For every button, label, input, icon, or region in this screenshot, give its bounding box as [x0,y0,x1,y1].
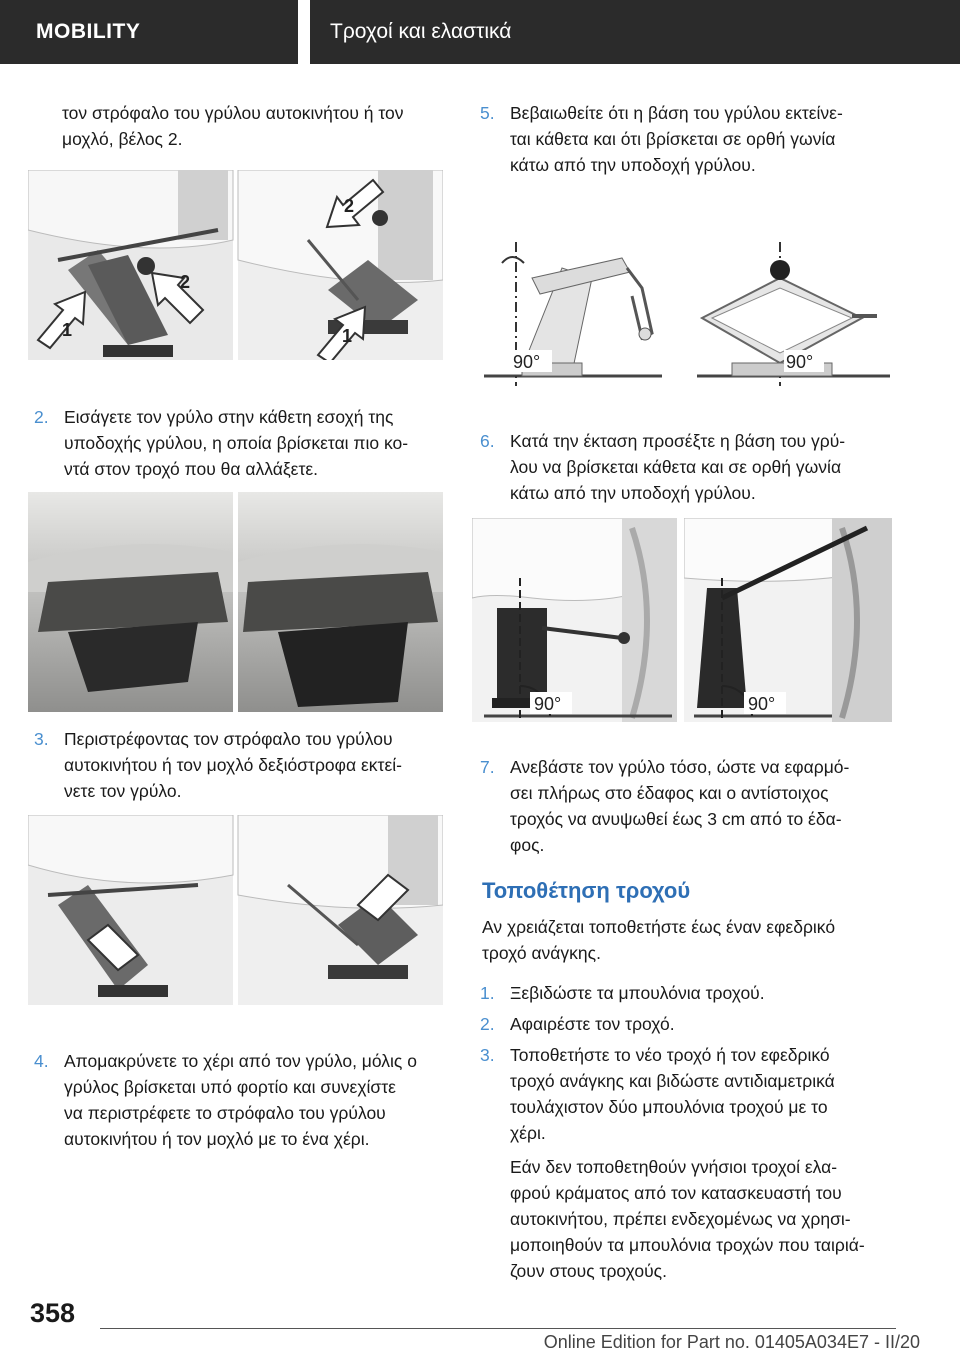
text-line: τον στρόφαλο του γρύλου αυτοκινήτου ή τον [62,103,404,123]
left-intro [62,100,442,152]
arrow-label-1b: 1 [342,326,353,346]
step-number: 2. [480,1014,495,1034]
step-number: 3. [34,729,49,749]
text-line: Απομακρύνετε το χέρι από τον γρύλο, μόλις ο [64,1051,417,1071]
text-line: ζουν στους τροχούς. [510,1261,667,1281]
figure-jack-under-car [472,518,892,722]
page-header [0,0,960,64]
text-line: Αφαιρέστε τον τροχό. [510,1014,675,1034]
footer-divider [100,1328,896,1329]
section-title: Τοποθέτηση τροχού [482,878,691,903]
text-line: μοποιηθούν τα μπουλόνια τροχών που ταιριά- [510,1235,865,1255]
text-line: Εισάγετε τον γρύλο στην κάθετη εσοχή της [64,407,394,427]
chapter-title: Τροχοί και ελαστικά [310,0,960,64]
text-line: φος. [510,835,545,855]
angle-label-photo-left: 90° [534,694,562,714]
section-intro [482,914,902,966]
figure-jack-pad-photos [28,492,443,712]
text-line: Εάν δεν τοποθετηθούν γνήσιοι τροχοί ελα- [510,1157,838,1177]
step-number: 6. [480,431,495,451]
text-line: Αν χρειάζεται τοποθετήστε έως έναν εφεδρικό [482,917,836,937]
edition-footer: Online Edition for Part no. 01405A034E7 - II/20 [543,1332,920,1352]
arrow-label-2: 2 [180,272,191,292]
figure-jack-crank [28,815,443,1005]
step-number: 2. [34,407,49,427]
text-line: ται κάθετα και ότι βρίσκεται σε ορθή γωνία [510,129,836,149]
text-line: τουλάχιστον δύο μπουλόνια τροχού με το [510,1097,828,1117]
text-line: κάτω από την υποδοχή γρύλου. [510,483,756,503]
text-line: μοχλό, βέλος 2. [62,129,183,149]
text-line: τροχός να ανυψωθεί έως 3 cm από το έδα- [510,809,842,829]
text-line: νετε τον γρύλο. [64,781,182,801]
arrow-label-2b: 2 [344,196,355,216]
text-line: Τοποθετήστε το νέο τροχό ή τον εφεδρικό [510,1045,830,1065]
text-line: σει πλήρως στο έδαφος και ο αντίστοιχος [510,783,829,803]
text-line: Περιστρέφοντας τον στρόφαλο του γρύλου [64,729,393,749]
note-paragraph [510,1154,900,1284]
text-line: γρύλος βρίσκεται υπό φορτίο και συνεχίστε [64,1077,396,1097]
step-number: 1. [480,983,495,1003]
step-number: 5. [480,103,495,123]
text-line: υποδοχής γρύλου, η οποία βρίσκεται πιο κο- [64,433,409,453]
text-line: αυτοκινήτου ή τον μοχλό δεξιόστροφα εκτεί- [64,755,402,775]
section-label: MOBILITY [0,0,298,64]
figure-jack-90-diagram [482,238,892,388]
text-line: αυτοκινήτου ή τον μοχλό με το ένα χέρι. [64,1129,370,1149]
angle-label-left: 90° [513,352,541,372]
text-line: να περιστρέφετε το στρόφαλο του γρύλου [64,1103,386,1123]
step-number: 3. [480,1045,495,1065]
text-line: φρού κράματος από τον κατασκευαστή του [510,1183,842,1203]
text-line: αυτοκινήτου, πρέπει ενδεχομένως να χρησι- [510,1209,851,1229]
angle-label-right: 90° [786,352,814,372]
text-line: Βεβαιωθείτε ότι η βάση του γρύλου εκτείνε- [510,103,843,123]
text-line: κάτω από την υποδοχή γρύλου. [510,155,756,175]
figure-jack-insert [28,170,443,360]
text-line: ντά στον τροχό που θα αλλάξετε. [64,459,319,479]
text-line: Ανεβάστε τον γρύλο τόσο, ώστε να εφαρμό- [510,757,850,777]
text-line: Ξεβιδώστε τα μπουλόνια τροχού. [510,983,765,1003]
step-number: 4. [34,1051,49,1071]
text-line: τροχό ανάγκης. [482,943,601,963]
arrow-label-1: 1 [62,320,73,340]
text-line: Κατά την έκταση προσέξτε η βάση του γρύ- [510,431,846,451]
angle-label-photo-right: 90° [748,694,776,714]
page-number: 358 [30,1298,76,1328]
text-line: χέρι. [510,1123,546,1143]
text-line: λου να βρίσκεται κάθετα και σε ορθή γωνία [510,457,842,477]
text-line: τροχό ανάγκης και βιδώστε αντιδιαμετρικά [510,1071,835,1091]
step-number: 7. [480,757,495,777]
